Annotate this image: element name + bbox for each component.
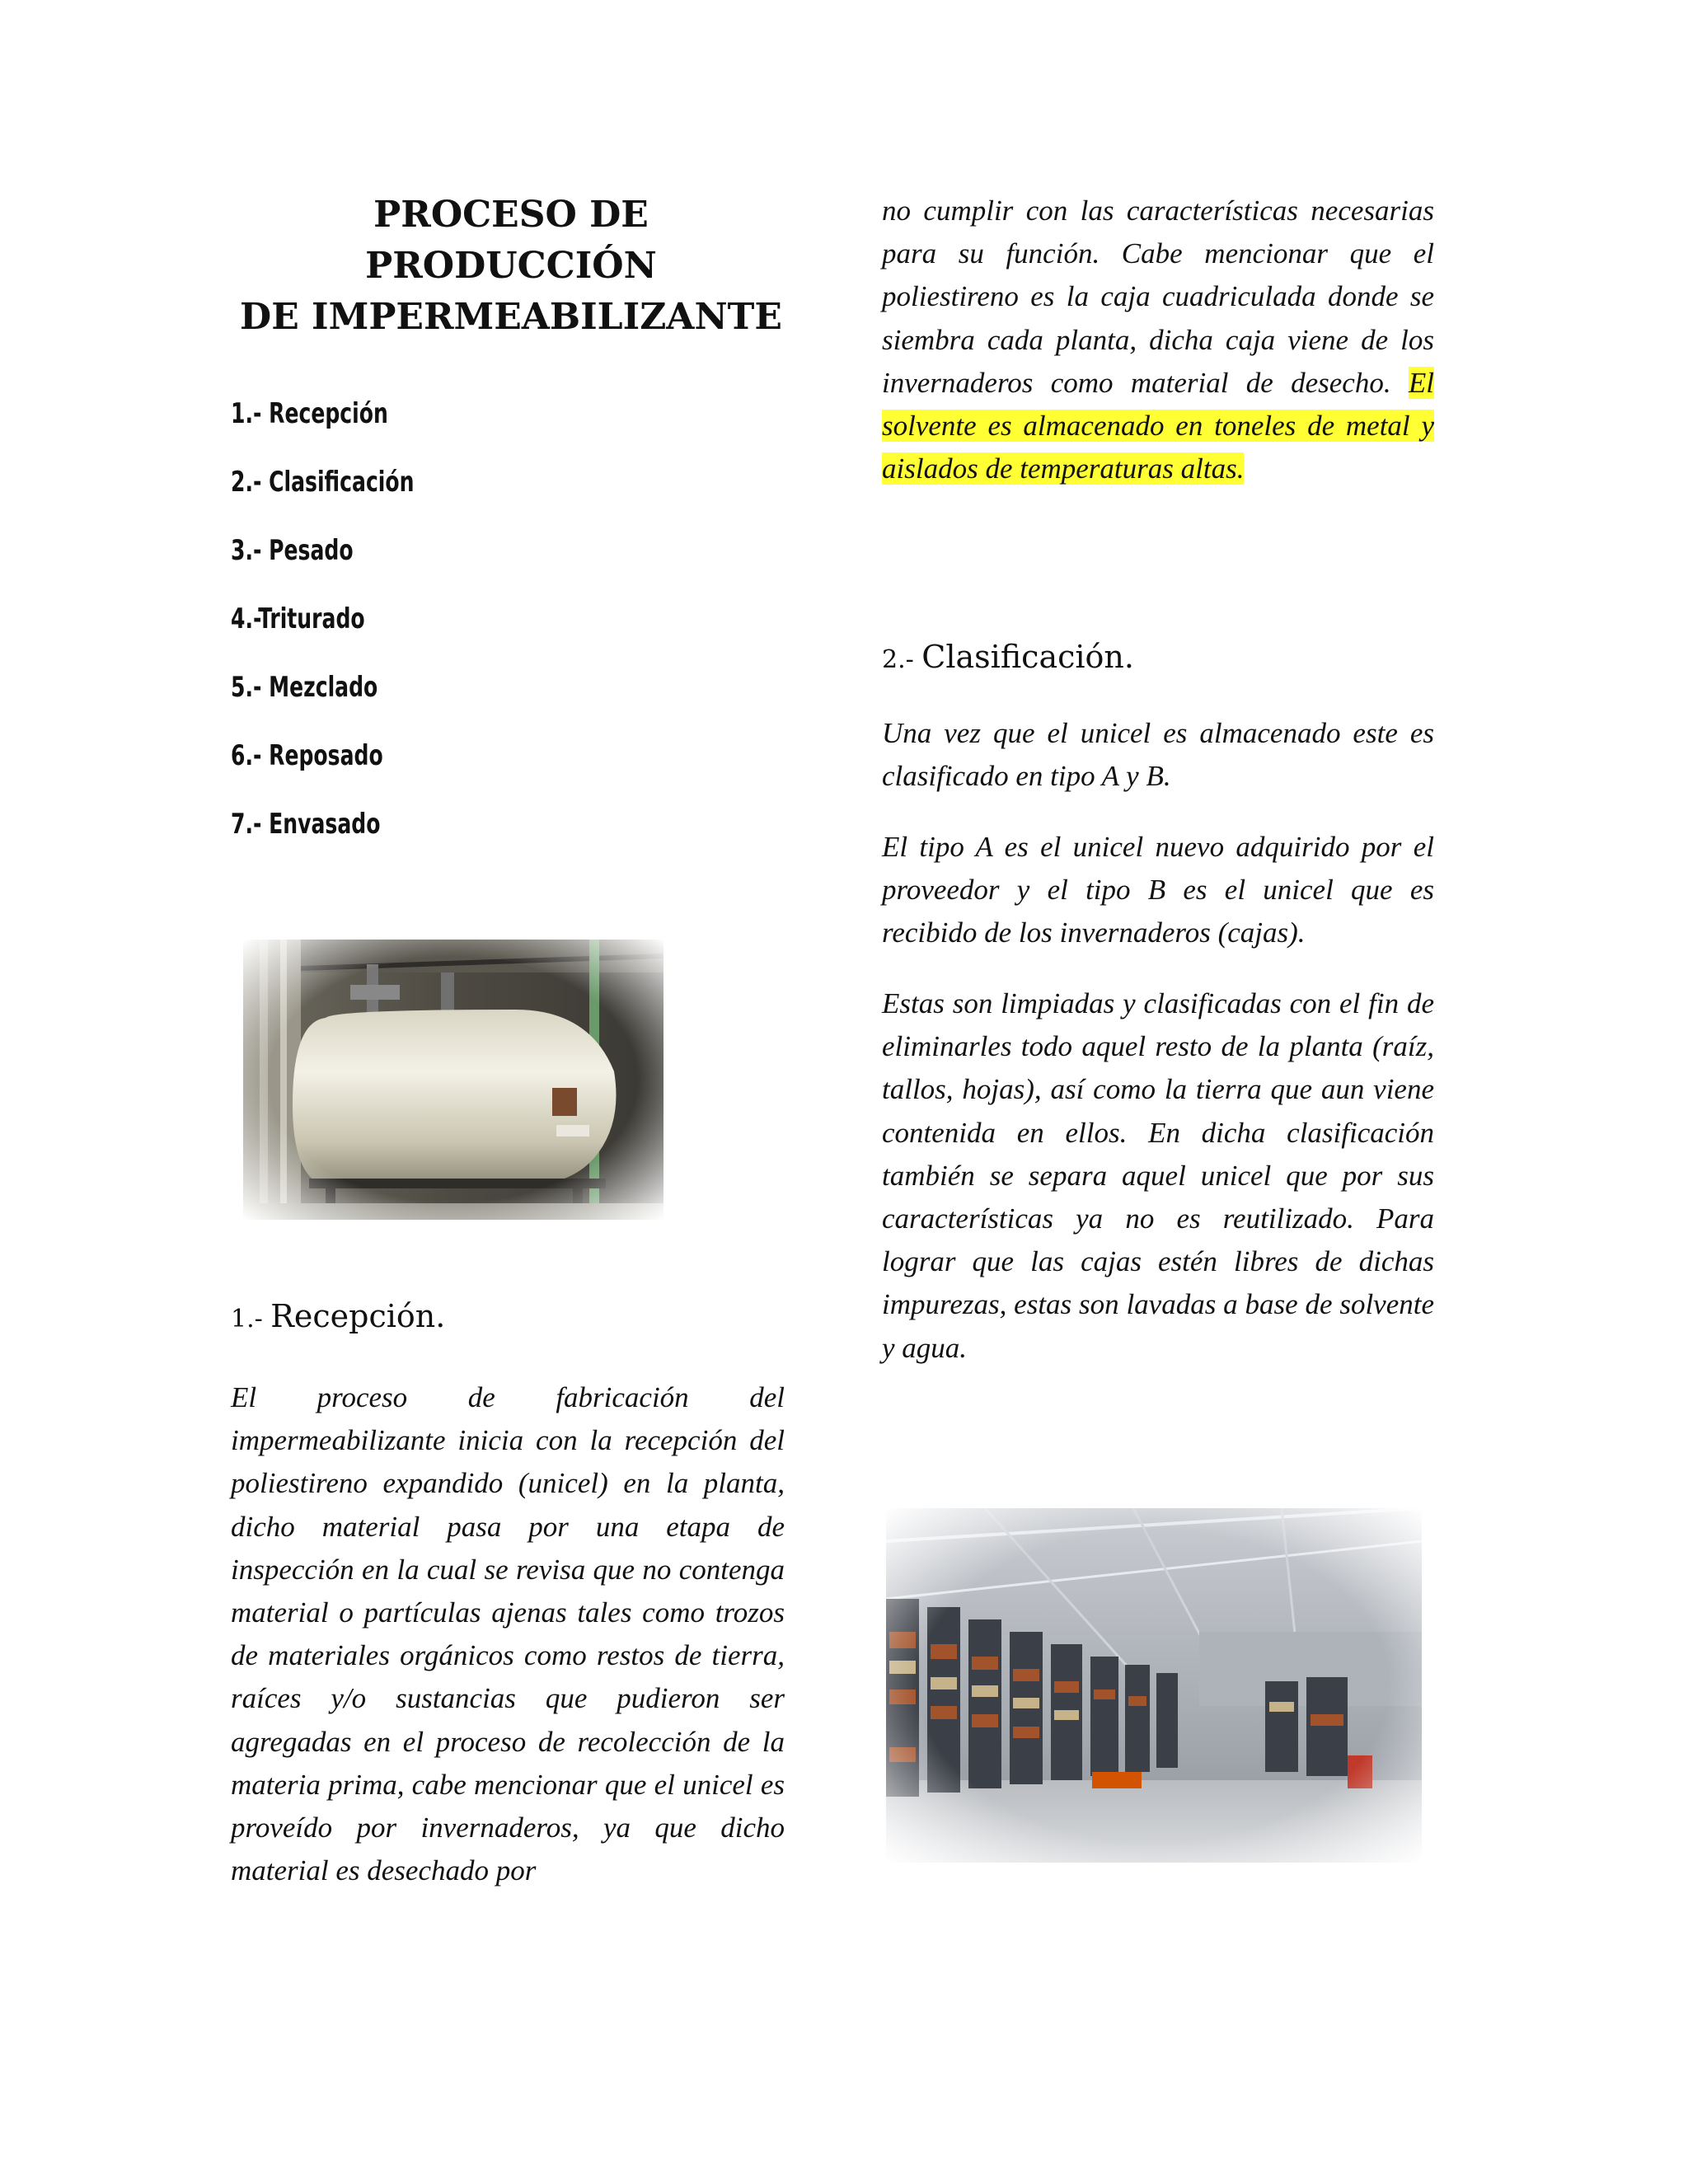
clasificacion-paragraph: El tipo A es el unicel nuevo adquirido por el proveedor y el tipo B es el unicel que es recibido de los invernaderos (cajas).: [882, 831, 1434, 949]
warehouse-photo: [886, 1508, 1422, 1863]
step-item: 7.- Envasado: [231, 808, 381, 841]
clasificacion-paragraph: Estas son limpiadas y clasificadas con el fin de eliminarles todo aquel resto de la planta (raíz, tallos, hojas), así como la tierra que aun viene contenida en ellos. En dicha clasificación también se separa aquel unicel que por sus características ya no es reutilizado. Para lograr que las cajas estén libres de dichas impurezas, estas son lavadas a base de solvente y agua.: [882, 987, 1434, 1364]
section-heading-recepcion: [231, 1298, 445, 1334]
title-line-1: PROCESO DE PRODUCCIÓN: [365, 194, 657, 287]
tank-photo: [243, 940, 663, 1220]
continued-text: no cumplir con las características necesarias para su función. Cabe mencionar que el poliestireno es la caja cuadriculada donde se siembra cada planta, dicha caja viene de los invernaderos como material de desecho.: [882, 194, 1434, 399]
process-steps-list: [231, 397, 454, 879]
section-number: 2.-: [882, 645, 922, 674]
step-item: 4.-Triturado: [231, 602, 365, 635]
section-number: 1.-: [231, 1305, 271, 1333]
clasificacion-paragraph: Una vez que el unicel es almacenado este es clasificado en tipo A y B.: [882, 717, 1434, 793]
document-title: [231, 190, 791, 343]
section-title: Clasificación.: [921, 639, 1134, 675]
step-item: 5.- Mezclado: [231, 671, 378, 704]
recepcion-paragraph: El proceso de fabricación del impermeabilizante inicia con la recepción del poliestireno expandido (unicel) en la planta, dicho material pasa por una etapa de inspección en la cual se revisa que no contenga material o partículas ajenas tales como trozos de materiales orgánicos como restos de tierra, raíces y/o sustancias que pudieron ser agregadas en el proceso de recolección de la materia prima, cabe mencionar que el unicel es proveído por invernaderos, ya que dicho material es desechado por: [231, 1381, 785, 1887]
step-item: 6.- Reposado: [231, 739, 383, 772]
step-item: 1.- Recepción: [231, 397, 388, 430]
recepcion-continued-paragraph: [882, 190, 1434, 490]
highlighted-text: El solvente es almacenado en toneles de metal y aislados de temperaturas altas.: [882, 366, 1434, 485]
title-line-2: DE IMPERMEABILIZANTE: [240, 296, 782, 338]
left-column: [231, 190, 791, 841]
section-heading-clasificacion: [882, 639, 1134, 675]
step-item: 3.- Pesado: [231, 534, 354, 567]
step-item: 2.- Clasificación: [231, 466, 415, 499]
section-title: Recepción.: [270, 1298, 446, 1334]
